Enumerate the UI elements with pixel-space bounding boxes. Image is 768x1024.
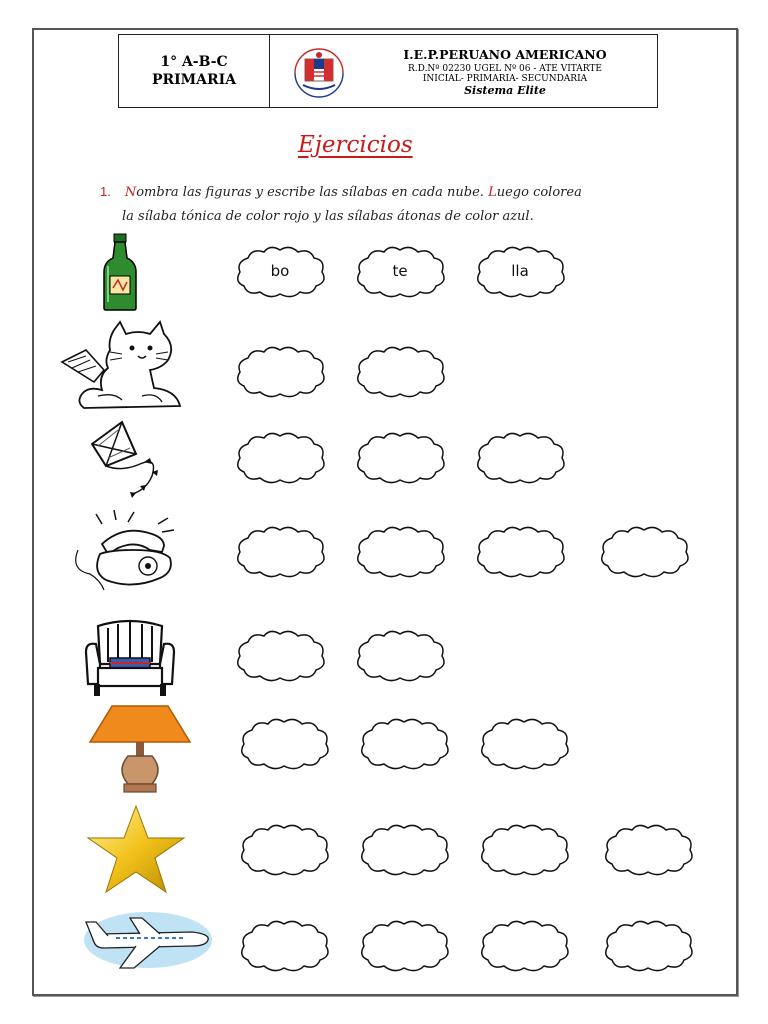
syllable-cloud[interactable] (234, 430, 326, 484)
syllable-text (358, 716, 450, 770)
syllable-text (478, 822, 570, 876)
syllable-cloud[interactable] (354, 344, 446, 398)
syllable-text (598, 524, 690, 578)
syllable-cloud[interactable] (234, 344, 326, 398)
instruction-part2: uego colorea (496, 185, 582, 200)
syllable-cloud[interactable] (358, 822, 450, 876)
syllable-cloud[interactable] (238, 918, 330, 972)
syllable-text: bo (270, 262, 290, 280)
syllable-text (602, 822, 694, 876)
syllable-text (478, 716, 570, 770)
grade-line2: PRIMARIA (151, 72, 237, 88)
kite-icon (82, 420, 176, 498)
school-info (357, 47, 653, 97)
grade-line1: 1° A-B-C (160, 54, 228, 70)
header-box (118, 34, 658, 108)
syllable-text (234, 524, 326, 578)
syllable-cloud[interactable] (478, 822, 570, 876)
syllable-cloud[interactable] (598, 524, 690, 578)
page-title: Ejercicios (298, 132, 413, 158)
bottle-icon (100, 232, 140, 312)
syllable-cloud[interactable] (234, 628, 326, 682)
airplane-icon (80, 908, 216, 972)
syllable-cloud[interactable] (478, 918, 570, 972)
syllable-cloud[interactable] (354, 244, 446, 298)
instruction-part1: ombra las figuras y escribe las sílabas en cada nube. (136, 185, 484, 200)
syllable-text (358, 822, 450, 876)
syllable-text (358, 918, 450, 972)
syllable-cloud[interactable] (478, 716, 570, 770)
school-logo (287, 43, 351, 99)
syllable-text (238, 918, 330, 972)
instruction-first-letter: N (124, 185, 137, 200)
syllable-cloud[interactable] (474, 244, 566, 298)
school-rd: R.D.Nº 02230 UGEL Nº 06 - ATE VITARTE (408, 64, 602, 74)
syllable-cloud[interactable] (358, 918, 450, 972)
syllable-text: te (392, 262, 408, 280)
syllable-text (354, 430, 446, 484)
syllable-cloud[interactable] (354, 430, 446, 484)
syllable-text (474, 430, 566, 484)
syllable-cloud[interactable] (358, 716, 450, 770)
armchair-icon (84, 618, 176, 700)
syllable-text (354, 628, 446, 682)
syllable-text (238, 822, 330, 876)
syllable-cloud[interactable] (354, 628, 446, 682)
syllable-cloud[interactable] (474, 524, 566, 578)
cat-icon (58, 320, 186, 412)
syllable-cloud[interactable] (602, 918, 694, 972)
syllable-cloud[interactable] (474, 430, 566, 484)
instruction-number: 1. (100, 184, 111, 199)
syllable-text (234, 430, 326, 484)
school-levels: INICIAL- PRIMARIA- SECUNDARIA (422, 74, 588, 84)
syllable-text (354, 344, 446, 398)
instruction (100, 180, 668, 229)
syllable-cloud[interactable] (238, 822, 330, 876)
star-icon (84, 804, 188, 896)
syllable-text (474, 524, 566, 578)
syllable-cloud[interactable] (354, 524, 446, 578)
syllable-cloud[interactable] (234, 244, 326, 298)
syllable-text (602, 918, 694, 972)
syllable-text (238, 716, 330, 770)
syllable-cloud[interactable] (238, 716, 330, 770)
telephone-icon (72, 510, 186, 594)
grade-cell (119, 35, 270, 107)
syllable-text: lla (511, 262, 529, 280)
instruction-line2: la sílaba tónica de color rojo y las sílabas átonas de color azul. (122, 209, 534, 224)
syllable-text (234, 344, 326, 398)
syllable-text (478, 918, 570, 972)
instruction-second-letter: L (488, 185, 497, 200)
lamp-icon (88, 704, 192, 796)
syllable-cloud[interactable] (602, 822, 694, 876)
school-name: I.E.P.PERUANO AMERICANO (403, 47, 607, 62)
school-system: Sistema Elite (464, 84, 546, 97)
syllable-text (354, 524, 446, 578)
syllable-cloud[interactable] (234, 524, 326, 578)
syllable-text (234, 628, 326, 682)
